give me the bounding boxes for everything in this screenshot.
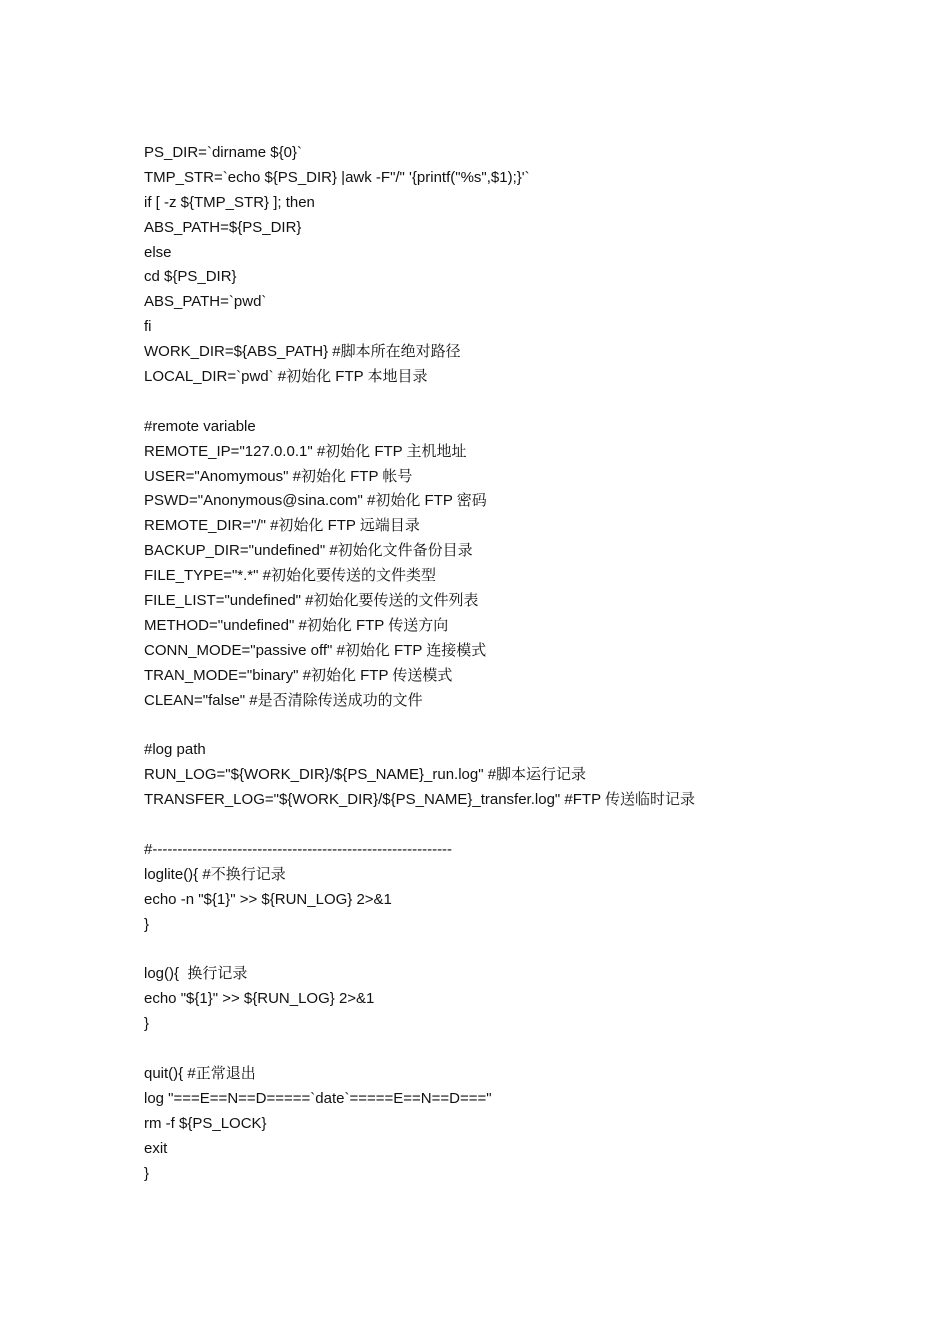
script-line: USER="Anomymous" #初始化 FTP 帐号 (144, 467, 413, 485)
script-line: WORK_DIR=${ABS_PATH} #脚本所在绝对路径 (144, 343, 461, 361)
blank-line (144, 938, 904, 963)
script-line: fi (144, 318, 152, 336)
script-line: PSWD="Anonymous@sina.com" #初始化 FTP 密码 (144, 492, 487, 510)
script-line: TRAN_MODE="binary" #初始化 FTP 传送模式 (144, 666, 453, 684)
script-text-block (144, 141, 904, 1186)
script-line: } (144, 1164, 150, 1182)
script-line: PS_DIR=`dirname ${0}` (144, 144, 302, 161)
script-line: if [ -z ${TMP_STR} ]; then (144, 193, 315, 211)
script-line: TRANSFER_LOG="${WORK_DIR}/${PS_NAME}_transfer.log" #FTP 传送临时记录 (144, 791, 695, 809)
script-line: LOCAL_DIR=`pwd` #初始化 FTP 本地目录 (144, 368, 428, 386)
blank-line (144, 713, 904, 738)
script-line: CLEAN="false" #是否清除传送成功的文件 (144, 691, 423, 709)
script-line: REMOTE_IP="127.0.0.1" #初始化 FTP 主机地址 (144, 442, 467, 460)
script-line: echo "${1}" >> ${RUN_LOG} 2>&1 (144, 990, 375, 1008)
script-line: ABS_PATH=${PS_DIR} (144, 218, 302, 236)
script-line: } (144, 915, 150, 933)
script-line: FILE_TYPE="*.*" #初始化要传送的文件类型 (144, 567, 436, 585)
script-line: exit (144, 1139, 168, 1157)
script-line: log "===E==N==D=====`date`=====E==N==D===" (144, 1089, 492, 1107)
script-line: echo -n "${1}" >> ${RUN_LOG} 2>&1 (144, 890, 392, 908)
blank-line (144, 813, 904, 838)
script-line: } (144, 1015, 150, 1033)
script-line: BACKUP_DIR="undefined" #初始化文件备份目录 (144, 542, 473, 560)
script-line: rm -f ${PS_LOCK} (144, 1114, 267, 1132)
script-line: else (144, 243, 172, 261)
blank-line (144, 390, 904, 415)
script-line: #------------------------------------------------------------ (144, 840, 453, 858)
script-line: #remote variable (144, 417, 256, 435)
blank-line (144, 1037, 904, 1062)
script-line: ABS_PATH=`pwd` (144, 293, 267, 311)
script-line: RUN_LOG="${WORK_DIR}/${PS_NAME}_run.log" #脚本运行记录 (144, 766, 587, 784)
script-line: #log path (144, 741, 206, 759)
script-line: quit(){ #正常退出 (144, 1064, 256, 1082)
script-line: cd ${PS_DIR} (144, 268, 237, 286)
script-line: log(){ 换行记录 (144, 965, 248, 983)
script-line: loglite(){ #不换行记录 (144, 865, 286, 883)
script-line: TMP_STR=`echo ${PS_DIR} |awk -F"/" '{printf("%s",$1);}'` (144, 168, 530, 186)
script-line: FILE_LIST="undefined" #初始化要传送的文件列表 (144, 592, 479, 610)
script-line: CONN_MODE="passive off" #初始化 FTP 连接模式 (144, 641, 487, 659)
script-line: REMOTE_DIR="/" #初始化 FTP 远端目录 (144, 517, 420, 535)
script-line: METHOD="undefined" #初始化 FTP 传送方向 (144, 616, 449, 634)
